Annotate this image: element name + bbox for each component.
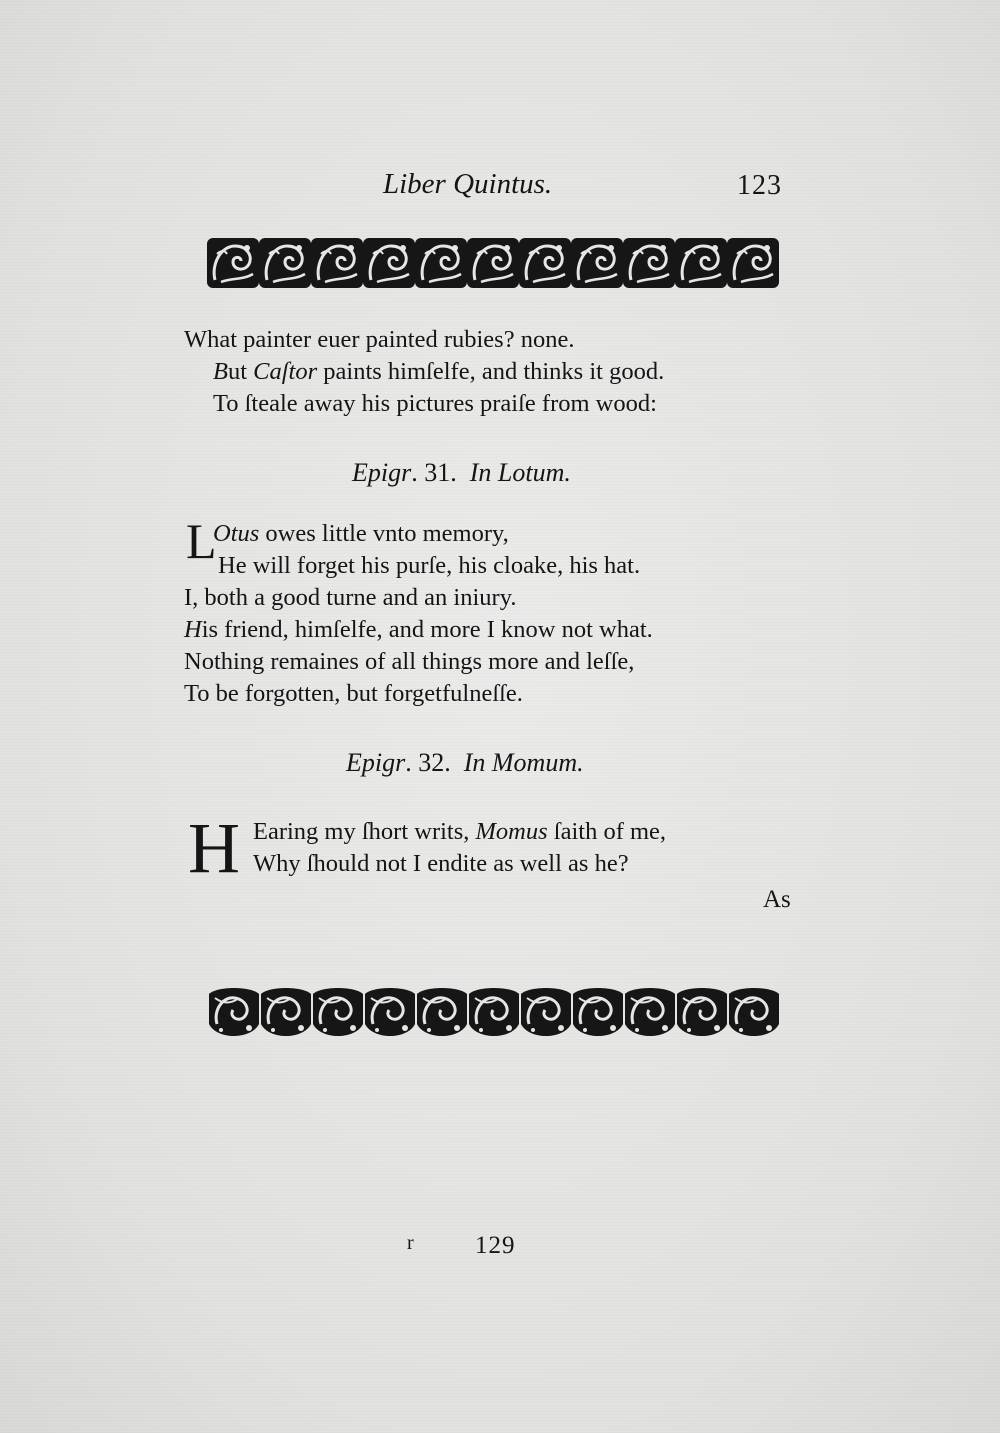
signature-number: 129 [475, 1232, 516, 1259]
page-number: 123 [737, 170, 782, 201]
epigram-32-heading: Epigr. 32. In Momum. [346, 748, 584, 777]
opening-line-1: What painter euer painted rubies? none. [184, 326, 575, 353]
running-title: Liber Quintus. [383, 168, 553, 200]
epigram-32-line-2: Why ſhould not I endite as well as he? [253, 850, 629, 877]
drop-capital-l: L [186, 513, 217, 569]
epigram-31-line-6: To be forgotten, but forgetfulneſſe. [184, 680, 523, 707]
ornament-border-top [207, 234, 779, 292]
catchword: As [763, 886, 791, 913]
drop-capital-h: H [188, 808, 240, 888]
ornament-border-bottom [207, 982, 779, 1042]
epigram-31-heading: Epigr. 31. In Lotum. [352, 458, 571, 487]
epigram-31-line-1: Otus owes little vnto memory, [213, 520, 509, 547]
epigram-31-line-2: He will forget his purſe, his cloake, his hat. [218, 552, 641, 579]
epigram-31-line-3: I, both a good turne and an iniury. [184, 584, 517, 611]
signature-mark: r [407, 1232, 414, 1254]
epigram-31-line-5: Nothing remaines of all things more and leſſe, [184, 648, 635, 675]
epigram-31-line-4: His friend, himſelfe, and more I know not what. [184, 616, 653, 643]
opening-line-2: But Caſtor paints himſelfe, and thinks it good. [213, 358, 665, 385]
epigram-32-line-1: Earing my ſhort writs, Momus ſaith of me, [253, 818, 667, 845]
opening-line-3: To ſteale away his pictures praiſe from wood: [213, 390, 657, 417]
